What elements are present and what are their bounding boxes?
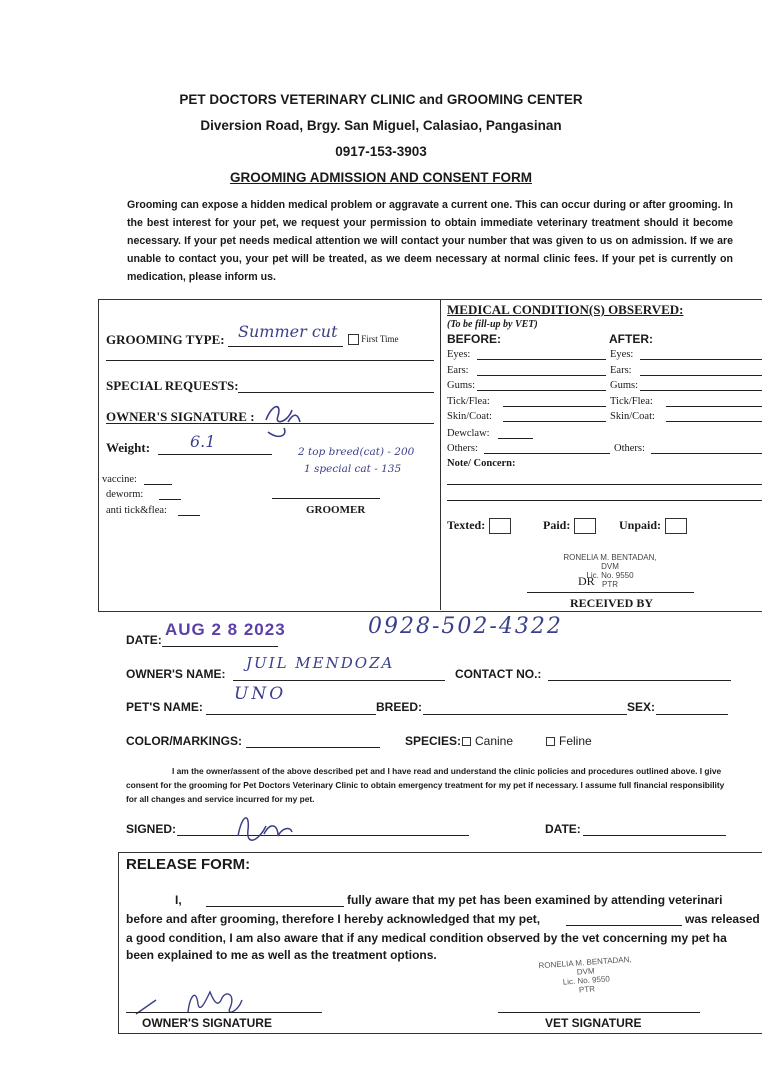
release-line1-b: fully aware that my pet has been examined by attending veterinari [347,893,723,907]
note-label: Note/ Concern: [447,458,516,469]
special-requests-label: SPECIAL REQUESTS: [106,378,239,393]
after-eyes-label: Eyes: [610,349,634,360]
grooming-extra-line [106,360,434,361]
before-skincoat-line[interactable] [503,421,606,422]
after-ears-label: Ears: [610,364,632,376]
received-by-label: RECEIVED BY [570,596,654,610]
vaccine-line[interactable] [144,484,172,485]
anti-tick-label: anti tick&flea: [106,505,167,516]
signed-label: SIGNED: [126,822,177,836]
unpaid-field[interactable] [619,518,687,534]
owner-signature-label: OWNER'S SIGNATURE : [106,409,255,424]
grooming-type-line [228,346,343,347]
vet-stamp-top [560,553,660,589]
release-stamp-lic: Lic. No. 9550 [562,974,611,987]
release-owner-signature-line[interactable] [126,1012,322,1013]
breed-label: BREED: [376,700,423,714]
first-time-label: First Time [361,334,399,344]
owner-signature-mark [258,392,308,442]
vet-stamp-release [533,954,639,997]
received-by-line[interactable] [527,592,694,593]
clinic-name: PET DOCTORS VETERINARY CLINIC and GROOMING CENTER [179,92,583,107]
breed-line[interactable] [423,714,627,715]
species-feline-option[interactable] [546,734,592,748]
service-note-2: 1 special cat - 135 [304,463,402,475]
canine-label: Canine [475,734,514,748]
texted-checkbox[interactable] [489,518,511,534]
deworm-line[interactable] [159,499,181,500]
release-pet-name-line[interactable] [566,925,682,926]
after-ears-line[interactable] [640,375,762,376]
clinic-phone: 0917-153-3903 [335,144,427,159]
dewclaw-label: Dewclaw: [447,428,490,439]
before-gums-line[interactable] [477,390,606,391]
after-gums-line[interactable] [640,390,762,391]
stamp-dr: DR [578,574,595,588]
after-gums-label: Gums: [610,380,639,391]
canine-checkbox[interactable] [462,737,471,746]
before-label: BEFORE: [447,332,501,346]
species-canine-option[interactable] [462,734,513,748]
before-tickflea-line[interactable] [503,406,606,407]
release-vet-signature-line[interactable] [498,1012,700,1013]
first-time-checkbox[interactable] [348,334,359,345]
release-line1-a: I, [175,893,182,907]
contact-label: CONTACT NO.: [455,667,542,681]
color-label: COLOR/MARKINGS: [126,734,242,748]
pet-name-line[interactable] [206,714,376,715]
date2-label: DATE: [545,822,581,836]
after-eyes-line[interactable] [640,359,762,360]
owner-name-line[interactable] [233,680,445,681]
pet-name-value[interactable]: UNO [234,684,287,704]
after-label: AFTER: [609,332,653,346]
unpaid-label: Unpaid: [619,518,662,532]
contact-number-value[interactable]: 0928-502-4322 [368,614,563,639]
before-eyes-line[interactable] [477,359,606,360]
release-line3: a good condition, I am also aware that if any medical condition observed by the vet concerning my pet ha [126,931,727,945]
consent-paragraph: I am the owner/assent of the above described pet and I have read and understand the clinic policies and procedures outlined above. I give consent for the grooming for Pet Doctors Veterinary Clinic to obtain emergency treatment for my pet if necessary. I assume full financial responsibility for all changes and service incurred for my pet. [126,766,725,804]
signed-signature-mark [228,806,298,856]
release-stamp-name: RONELIA M. BENTADAN, DVM [538,954,632,977]
paid-field[interactable] [543,518,596,534]
grooming-type-value[interactable]: Summer cut [238,322,338,341]
date-label: DATE: [126,633,162,647]
groomer-line[interactable] [272,498,380,499]
service-note-1: 2 top breed(cat) - 200 [298,446,415,458]
groomer-label: GROOMER [306,504,366,516]
release-owner-name-line[interactable] [206,906,344,907]
box-divider [440,300,441,610]
owner-name-label: OWNER'S NAME: [126,667,226,681]
feline-label: Feline [559,734,592,748]
paid-checkbox[interactable] [574,518,596,534]
before-skincoat-label: Skin/Coat: [447,411,492,422]
others-after-line[interactable] [651,453,762,454]
before-eyes-label: Eyes: [447,349,471,360]
feline-checkbox[interactable] [546,737,555,746]
contact-line[interactable] [548,680,731,681]
weight-value[interactable]: 6.1 [190,432,216,451]
anti-tick-line[interactable] [178,515,200,516]
dewclaw-line[interactable] [498,438,533,439]
clinic-address: Diversion Road, Brgy. San Miguel, Calasiao, Pangasinan [200,118,562,133]
intro-paragraph: Grooming can expose a hidden medical problem or aggravate a current one. This can occur during or after grooming. In the best interest for your pet, we request your permission to obtain immediate veterinary treatment should it become necessary. If your pet needs medical attention we will contact your number that was given to us on admission. If we are unable to contact you, your pet will be treated, as we deem necessary at normal clinic fees. If your pet is currently on medication, please inform us. [127,199,733,283]
date2-line[interactable] [583,835,726,836]
stamp-lic: Lic. No. 9550 [586,571,634,580]
after-skincoat-line[interactable] [666,421,762,422]
texted-label: Texted: [447,518,486,532]
before-gums-label: Gums: [447,380,476,391]
owner-name-value[interactable]: JUIL MENDOZA [246,654,395,672]
medical-title: MEDICAL CONDITION(S) OBSERVED: [447,302,684,317]
species-label: SPECIES: [405,734,462,748]
deworm-label: deworm: [106,489,144,500]
color-line[interactable] [246,747,380,748]
note-line-1[interactable] [447,484,762,485]
release-line4: been explained to me as well as the treatment options. [126,948,437,962]
date-stamp: AUG 2 8 2023 [165,620,286,639]
before-ears-line[interactable] [477,375,606,376]
after-skincoat-label: Skin/Coat: [610,411,655,422]
others-before-line[interactable] [484,453,610,454]
stamp-ptr: PTR [602,580,618,589]
date-line[interactable] [162,646,278,647]
sex-line[interactable] [656,714,728,715]
weight-label: Weight: [106,440,151,455]
signed-line[interactable] [177,835,469,836]
vaccine-label: vaccine: [102,474,137,485]
weight-line[interactable] [158,454,272,455]
form-title: GROOMING ADMISSION AND CONSENT FORM [230,170,532,185]
release-title: RELEASE FORM: [126,856,251,873]
release-vet-signature-label: VET SIGNATURE [545,1016,642,1030]
stamp-name: RONELIA M. BENTADAN, DVM [563,553,657,571]
release-stamp-ptr: PTR [578,984,596,995]
before-tickflea-label: Tick/Flea: [447,395,490,407]
note-line-2[interactable] [447,500,762,501]
others-after-label: Others: [614,443,645,454]
after-tickflea-line[interactable] [666,406,762,407]
release-owner-signature-label: OWNER'S SIGNATURE [142,1016,272,1030]
before-ears-label: Ears: [447,364,469,376]
release-line2-b: was released [685,912,760,926]
first-time-option[interactable] [348,334,399,345]
texted-field[interactable] [447,518,511,534]
sex-label: SEX: [627,700,656,714]
after-tickflea-label: Tick/Flea: [610,395,653,407]
pet-name-label: PET'S NAME: [126,700,203,714]
paid-label: Paid: [543,518,571,532]
unpaid-checkbox[interactable] [665,518,687,534]
release-line2-a: before and after grooming, therefore I hereby acknowledged that my pet, [126,912,541,926]
grooming-type-label: GROOMING TYPE: [106,332,225,347]
medical-subtitle: (To be fill-up by VET) [447,319,538,330]
others-before-label: Others: [447,443,478,454]
